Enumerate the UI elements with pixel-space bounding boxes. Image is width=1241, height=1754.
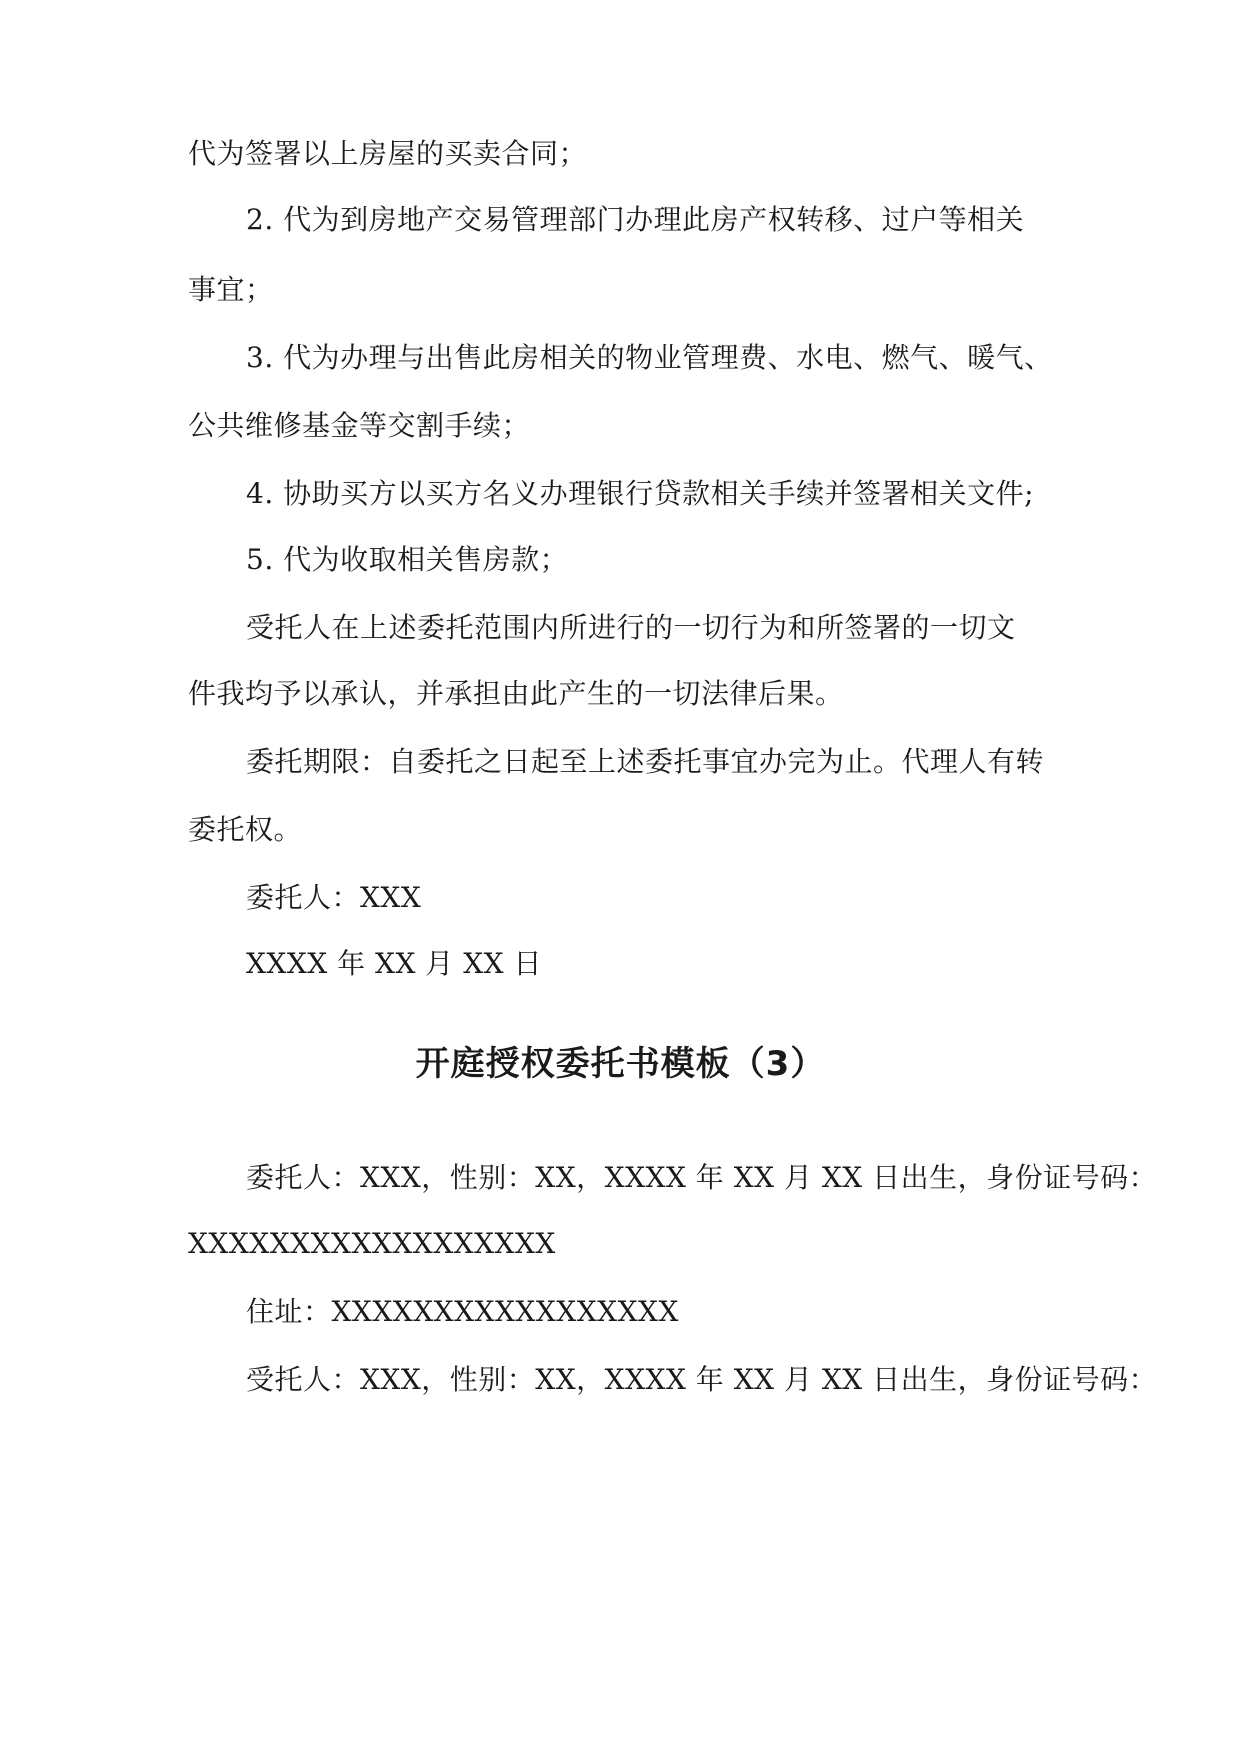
- section-title: 开庭授权委托书模板（3）: [415, 1044, 826, 1084]
- principal-signature: 委托人：XXX: [246, 881, 422, 914]
- term-paragraph: 委托期限：自委托之日起至上述委托事宜办完为止。代理人有转: [246, 745, 1045, 778]
- principal-id-number: XXXXXXXXXXXXXXXXXX: [188, 1227, 556, 1260]
- principal-address: 住址：XXXXXXXXXXXXXXXXX: [246, 1295, 679, 1328]
- recognition-paragraph: 受托人在上述委托范围内所进行的一切行为和所签署的一切文: [246, 611, 1016, 644]
- signature-date: XXXX 年 XX 月 XX 日: [246, 947, 542, 980]
- list-item-3: 3. 代为办理与出售此房相关的物业管理费、水电、燃气、暖气、: [246, 341, 1053, 374]
- list-item-4: 4. 协助买方以买方名义办理银行贷款相关手续并签署相关文件;: [246, 477, 1035, 510]
- list-item-5: 5. 代为收取相关售房款；: [246, 543, 569, 576]
- agent-info: 受托人：XXX，性别：XX，XXXX 年 XX 月 XX 日出生，身份证号码：: [246, 1363, 1158, 1396]
- paragraph-line: 代为签署以上房屋的买卖合同；: [188, 137, 588, 170]
- list-item-3-cont: 公共维修基金等交割手续；: [188, 409, 531, 442]
- recognition-paragraph-cont: 件我均予以承认，并承担由此产生的一切法律后果。: [188, 677, 844, 710]
- term-paragraph-cont: 委托权。: [188, 813, 303, 846]
- principal-info: 委托人：XXX，性别：XX，XXXX 年 XX 月 XX 日出生，身份证号码：: [246, 1161, 1158, 1194]
- list-item-2-cont: 事宜；: [188, 273, 274, 306]
- list-item-2: 2. 代为到房地产交易管理部门办理此房产权转移、过户等相关: [246, 203, 1025, 236]
